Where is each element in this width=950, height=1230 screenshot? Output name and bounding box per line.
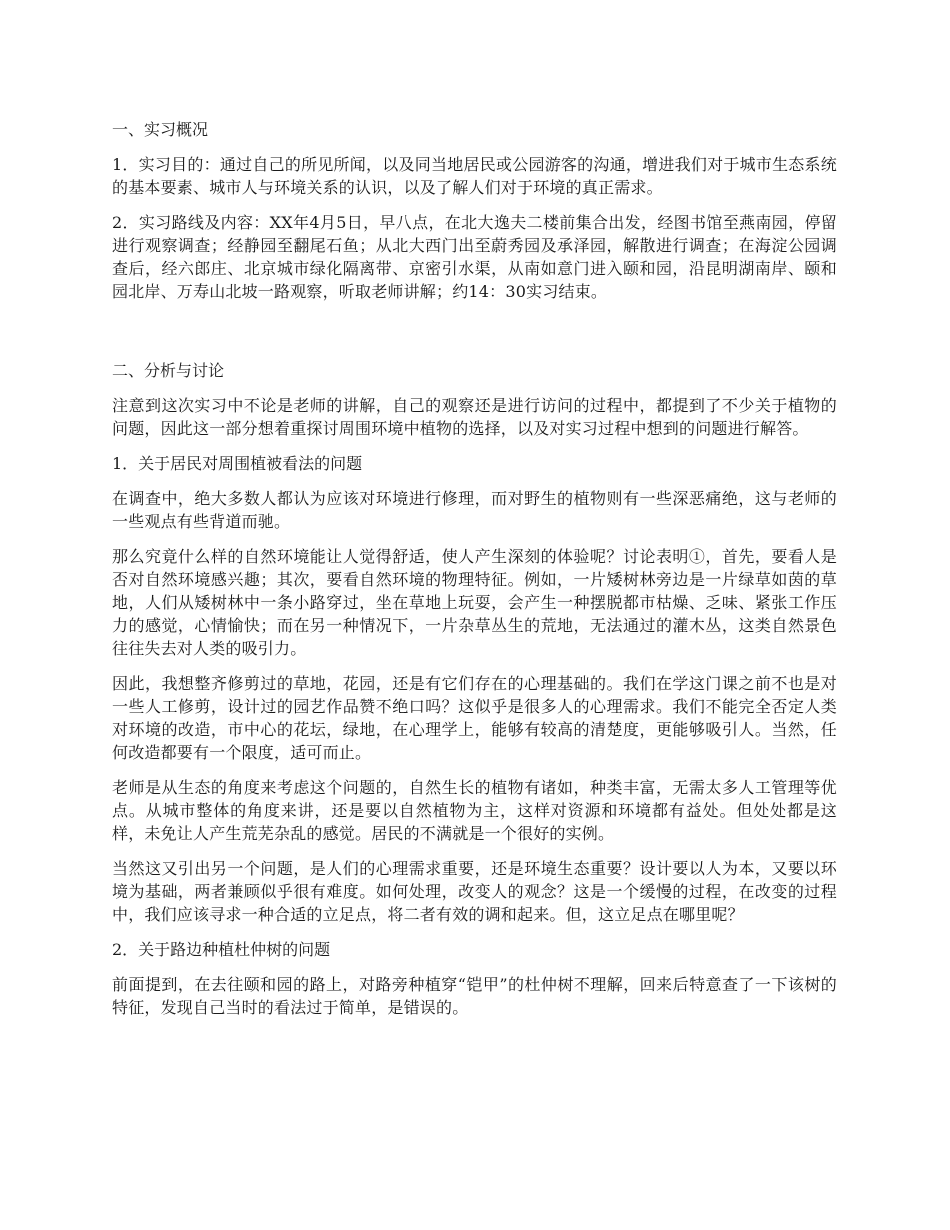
subheading-eucommia-trees: 2．关于路边种植杜仲树的问题 [112,940,331,959]
paragraph-residents-3: 因此，我想整齐修剪过的草地，花园，还是有它们存在的心理基础的。我们在学这门课之前不也是对一些人工修剪，设计过的园艺作品赞不绝口吗？这似乎是很多人的心理需求。我们不能完全否定人类对环境的改造，市中心的花坛，绿地，在心理学上，能够有较高的清楚度，更能够吸引人。当然，任何改造都要有一个限度，适可而止。 [112,674,837,762]
paragraph-analysis-intro: 注意到这次实习中不论是老师的讲解，自己的观察还是进行访问的过程中，都提到了不少关于植物的问题，因此这一部分想着重探讨周围环境中植物的选择，以及对实习过程中想到的问题进行解答。 [112,396,837,438]
subheading-residents-views: 1．关于居民对周围植被看法的问题 [112,454,363,473]
section-spacer [112,315,837,359]
paragraph-residents-5: 当然这又引出另一个问题，是人们的心理需求重要，还是环境生态重要？设计要以人为本，又要以环境为基础，两者兼顾似乎很有难度。如何处理，改变人的观念？这是一个缓慢的过程，在改变的过程中，我们应该寻求一种合适的立足点，将二者有效的调和起来。但，这立足点在哪里呢？ [112,859,837,924]
document-page [112,118,837,1031]
section-heading-analysis: 二、分析与讨论 [112,361,225,380]
paragraph-residents-4: 老师是从生态的角度来考虑这个问题的，自然生长的植物有诸如，种类丰富，无需太多人工管理等优点。从城市整体的角度来讲，还是要以自然植物为主，这样对资源和环境都有益处。但处处都是这样，未免让人产生荒芜杂乱的感觉。居民的不满就是一个很好的实例。 [112,778,837,843]
paragraph-eucommia-1: 前面提到，在去往颐和园的路上，对路旁种植穿“铠甲”的杜仲树不理解，回来后特意查了一下该树的特征，发现自己当时的看法过于简单，是错误的。 [112,975,837,1017]
paragraph-route: 2．实习路线及内容：XX年4月5日，早八点，在北大逸夫二楼前集合出发，经图书馆至燕南园，停留进行观察调查；经静园至翻尾石鱼；从北大西门出至蔚秀园及承泽园，解散进行调查；在海淀公园调查后，经六郎庄、北京城市绿化隔离带、京密引水渠，从南如意门进入颐和园，沿昆明湖南岸、颐和园北岸、万寿山北坡一路观察，听取老师讲解；约14：30实习结束。 [112,213,837,301]
paragraph-residents-1: 在调查中，绝大多数人都认为应该对环境进行修理，而对野生的植物则有一些深恶痛绝，这与老师的一些观点有些背道而驰。 [112,489,837,531]
paragraph-purpose: 1．实习目的：通过自己的所见所闻，以及同当地居民或公园游客的沟通，增进我们对于城市生态系统的基本要素、城市人与环境关系的认识，以及了解人们对于环境的真正需求。 [112,155,837,197]
section-heading-overview: 一、实习概况 [112,120,209,139]
paragraph-residents-2: 那么究竟什么样的自然环境能让人觉得舒适，使人产生深刻的体验呢？讨论表明①，首先，要看人是否对自然环境感兴趣；其次，要看自然环境的物理特征。例如，一片矮树林旁边是一片绿草如茵的草地，人们从矮树林中一条小路穿过，坐在草地上玩耍，会产生一种摆脱都市枯燥、乏味、紧张工作压力的感觉，心情愉快；而在另一种情况下，一片杂草丛生的荒地，无法通过的灌木丛，这类自然景色往往失去对人类的吸引力。 [112,547,837,658]
